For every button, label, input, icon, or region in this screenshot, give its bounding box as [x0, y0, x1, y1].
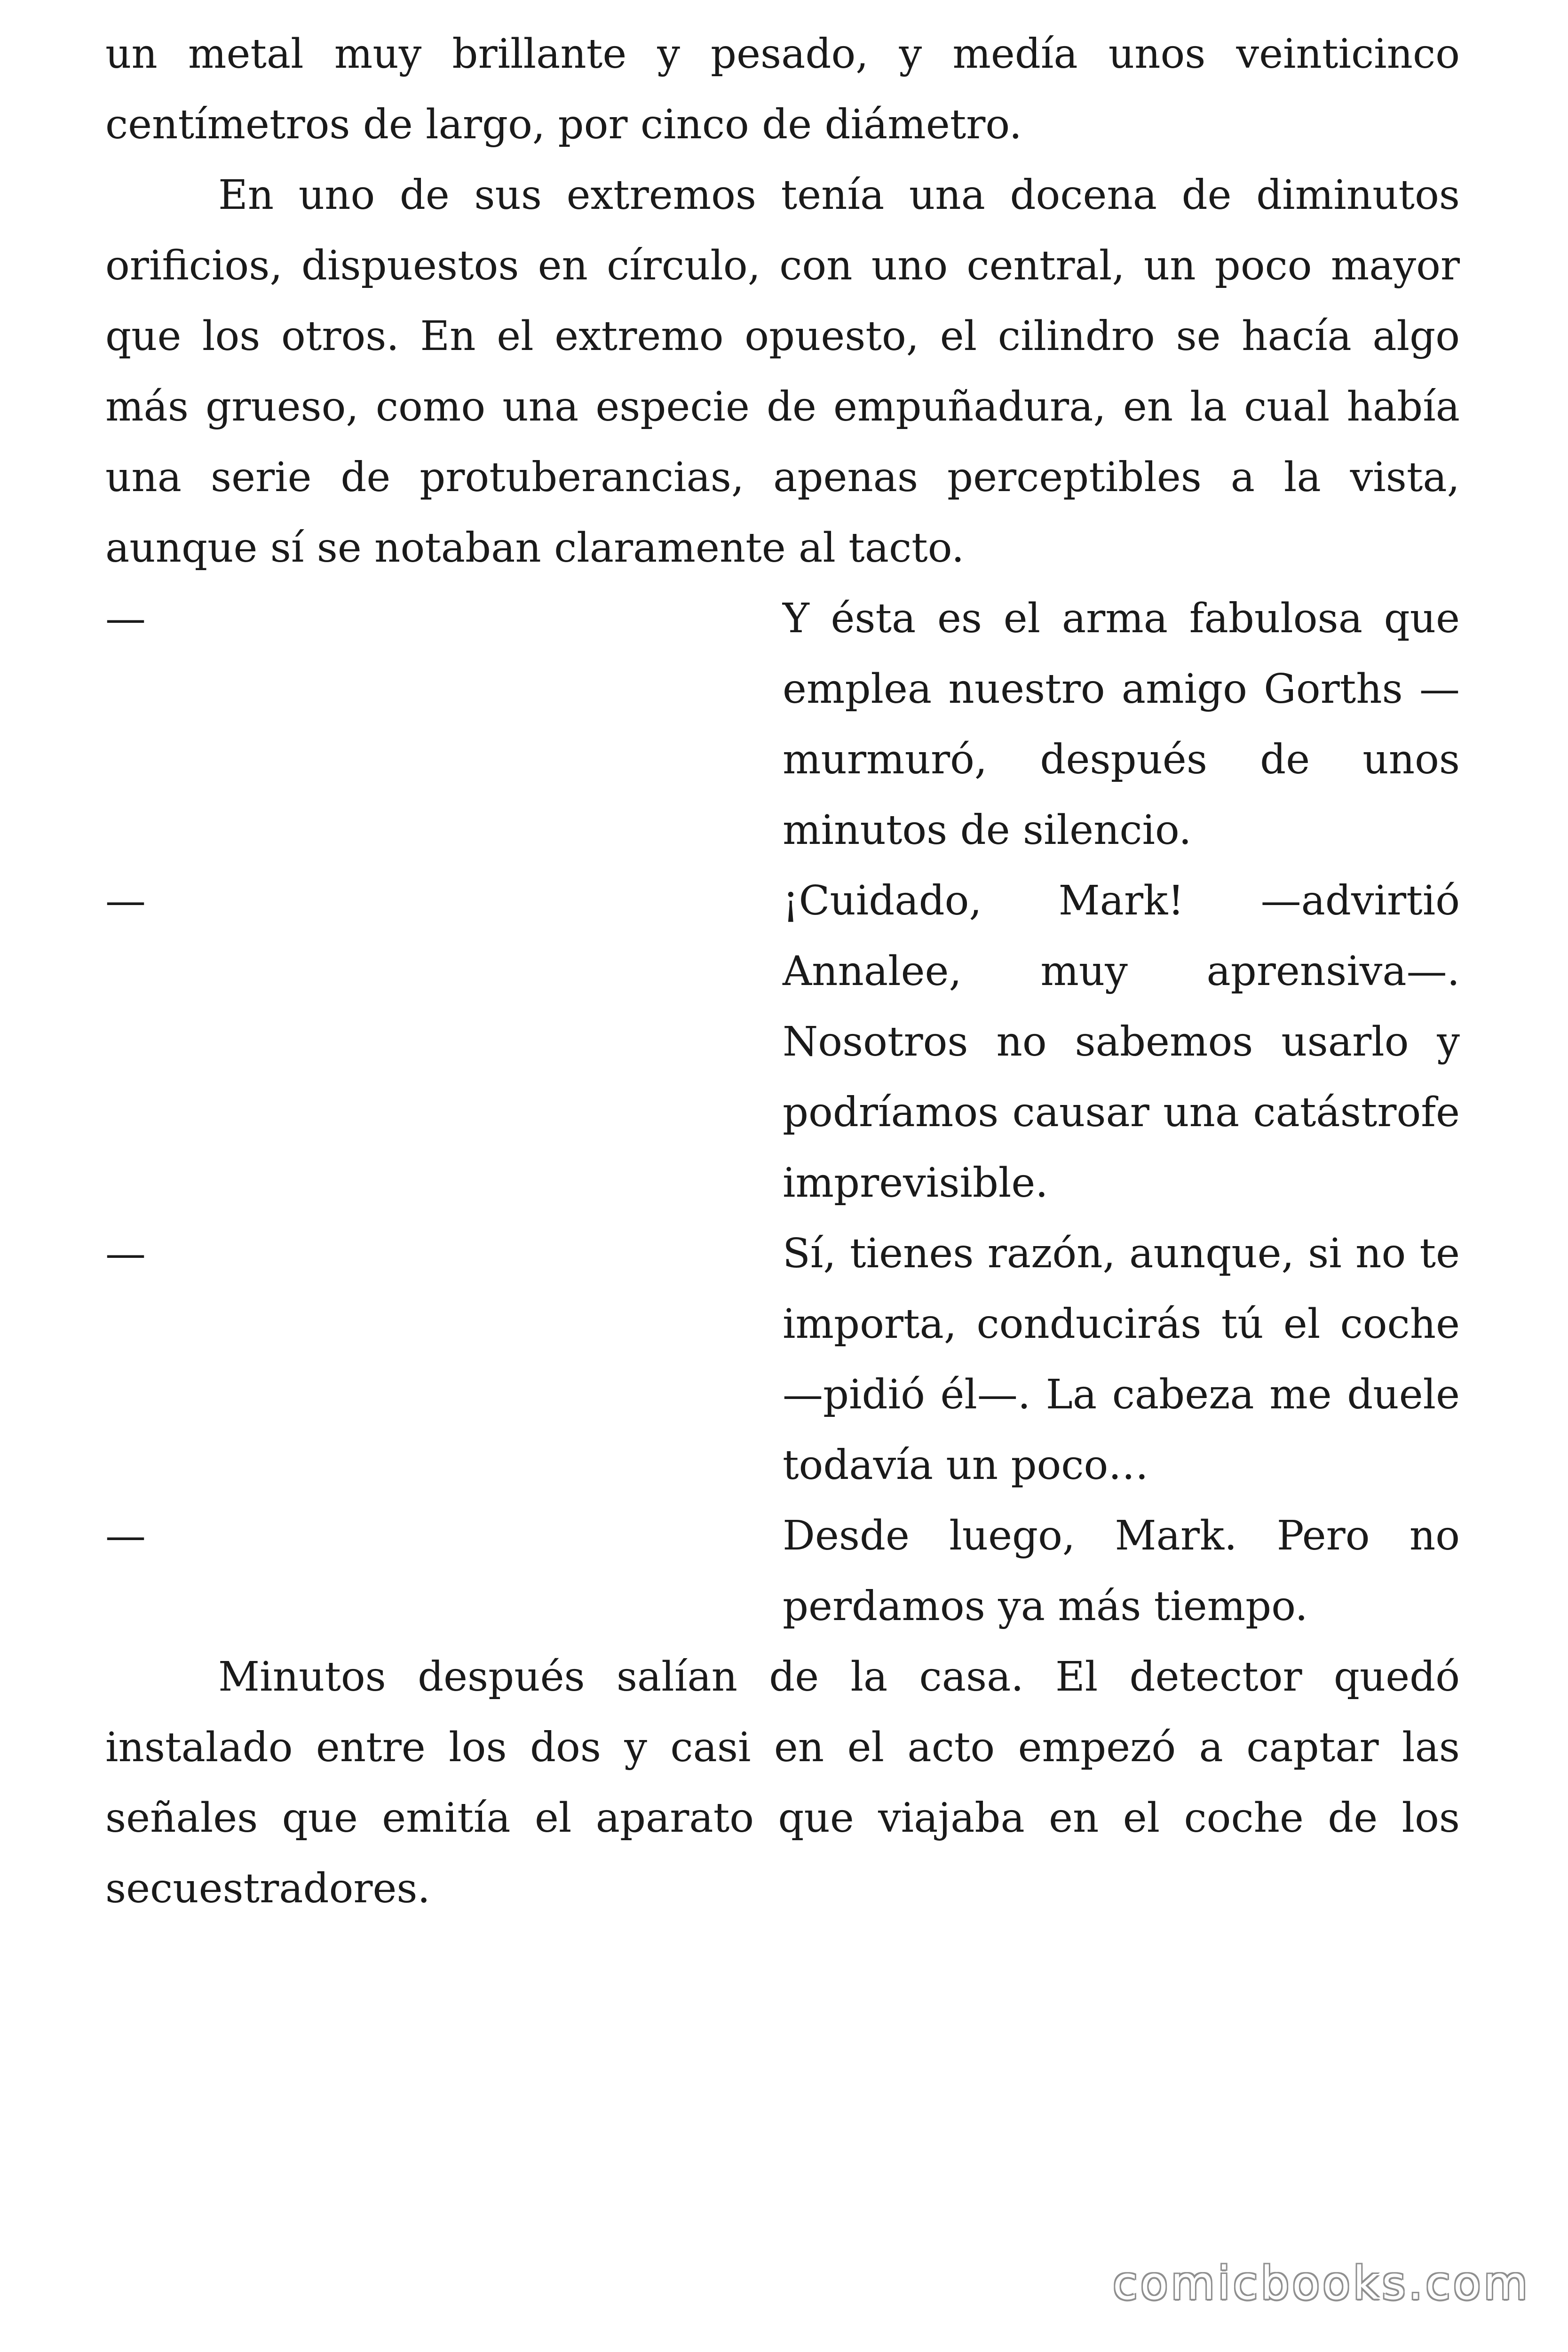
paragraph-continued: un metal muy brillante y pesado, y medía unos veinticinco centímetros de largo, por cinco de diámetro.: [105, 31, 1460, 148]
dialogue-dash: —: [105, 877, 146, 924]
dialogue-dash: —: [105, 595, 146, 642]
dialogue-text: Desde luego, Mark. Pero no perdamos ya más tiempo.: [783, 1512, 1460, 1630]
dialogue-line: [105, 1218, 1460, 1501]
dialogue-line: [105, 866, 1460, 1218]
dialogue-dash: —: [105, 1230, 146, 1277]
paragraph-departure: Minutos después salían de la casa. El detector quedó instalado entre los dos y casi en el acto empezó a captar las señales que emitía el aparato que viajaba en el coche de los secuestradores.: [105, 1653, 1460, 1912]
paragraph-cylinder-description: En uno de sus extremos tenía una docena de diminutos orificios, dispuestos en círculo, con uno central, un poco mayor que los otros. En el extremo opuesto, el cilindro se hacía algo más grueso, como una especie de empuñadura, en la cual había una serie de protuberancias, apenas perceptibles a la vista, aunque sí se notaban claramente al tacto.: [105, 172, 1460, 572]
dialogue-text: Y ésta es el arma fabulosa que emplea nuestro amigo Gorths —murmuró, después de unos minutos de silencio.: [783, 595, 1460, 854]
dialogue-line: [105, 1501, 1460, 1642]
dialogue-line: [105, 583, 1460, 866]
dialogue-text: ¡Cuidado, Mark! —advirtió Annalee, muy aprensiva—. Nosotros no sabemos usarlo y podríamos causar una catástrofe imprevisible.: [783, 877, 1460, 1207]
dialogue-text: Sí, tienes razón, aunque, si no te importa, conducirás tú el coche —pidió él—. La cabeza me duele todavía un poco…: [783, 1230, 1460, 1489]
dialogue-dash: —: [105, 1512, 146, 1559]
page-body: [105, 19, 1460, 1924]
watermark-logo: comicbooks.com: [1112, 2257, 1530, 2310]
